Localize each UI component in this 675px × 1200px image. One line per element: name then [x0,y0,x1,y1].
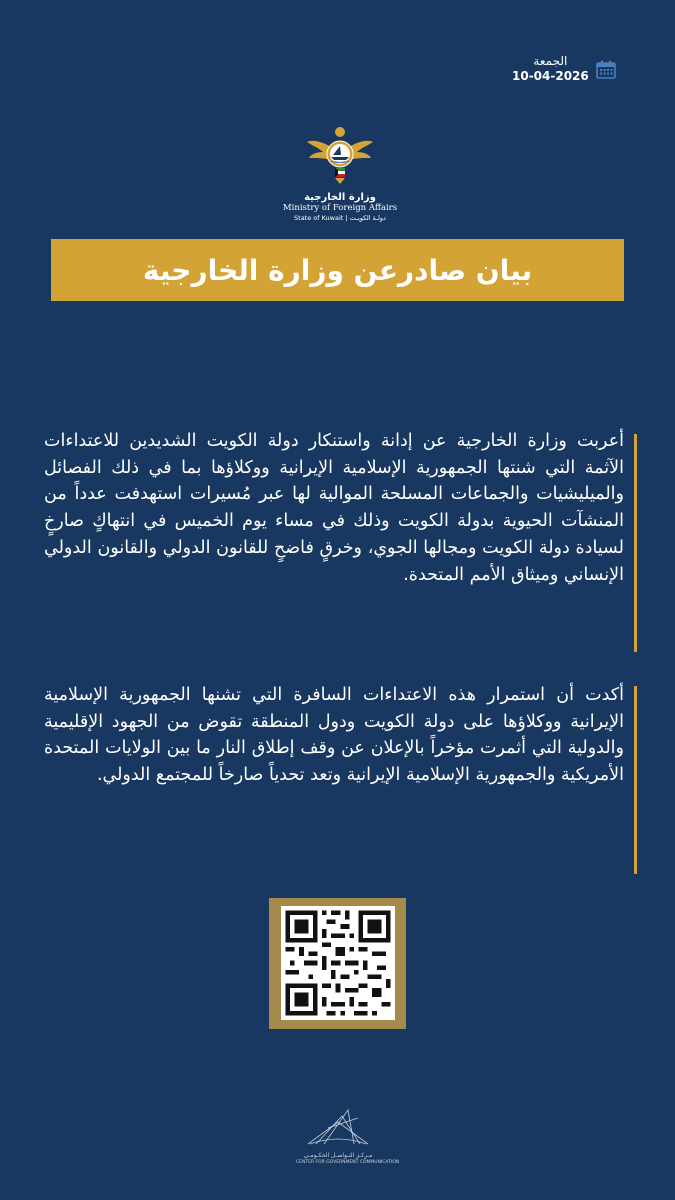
statement-paragraph: أعربت وزارة الخارجية عن إدانة واستنكار دولة الكويت الشديدين للاعتداءات الآثمة التي شنتها الجمهورية الإسلامية الإيرانية ووكلاؤها بما في ذلك الفصائل والميليشيات والجماعات المسلحة الموالية لها عبر مُسيرات استهدفت عدداً من المنشآت الحيوية بدولة الكويت وذلك في مساء يوم الخميس في انتهاكٍ صارخٍ لسيادة دولة الكويت ومجالها الجوي، وخرقٍ فاضحٍ للقانون الدولي والقانون الدولي الإنساني وميثاق الأمم المتحدة. [44,431,624,585]
paragraph-accent-bar [634,686,637,874]
qr-code-box[interactable] [281,906,395,1020]
paragraph-accent-bar [634,434,637,652]
statement-paragraph: أكدت أن استمرار هذه الاعتداءات السافرة التي تشنها الجمهورية الإسلامية الإيرانية ووكلاؤها على دولة الكويت ودول المنطقة تقوض من الجهود الإقليمية والدولية التي أثمرت مؤخراً بالإعلان عن وقف إطلاق النار ما بين الولايات المتحدة الأمريكية والجمهورية الإسلامية الإيرانية وتعد تحدياً صارخاً للمجتمع الدولي. [44,685,624,786]
calendar-icon [596,60,616,79]
statement-title: بيان صادرعن وزارة الخارجية [142,253,533,287]
footer-name-en: CENTER FOR GOVERNMENT COMMUNICATION [296,1159,400,1165]
footer-name-ar: مـركـز التـواصـل الحكـومـي [303,1152,373,1159]
date-value: 10-04-2026 [512,69,589,83]
qr-code-icon [281,906,395,1020]
footer-logo [296,1108,400,1166]
ministry-logo [280,122,400,222]
logo-name-en: Ministry of Foreign Affairs [282,203,398,213]
title-banner [51,239,624,301]
government-communication-logo-icon [298,1108,378,1148]
date-text [512,54,589,84]
logo-name-ar: وزارة الخارجية [304,192,376,203]
logo-subtitle: State of Kuwait | دولـة الكويـت [294,214,386,223]
state-of-kuwait-emblem-icon [305,122,375,186]
date-block [512,54,616,84]
date-day: الجمعة [533,54,568,68]
